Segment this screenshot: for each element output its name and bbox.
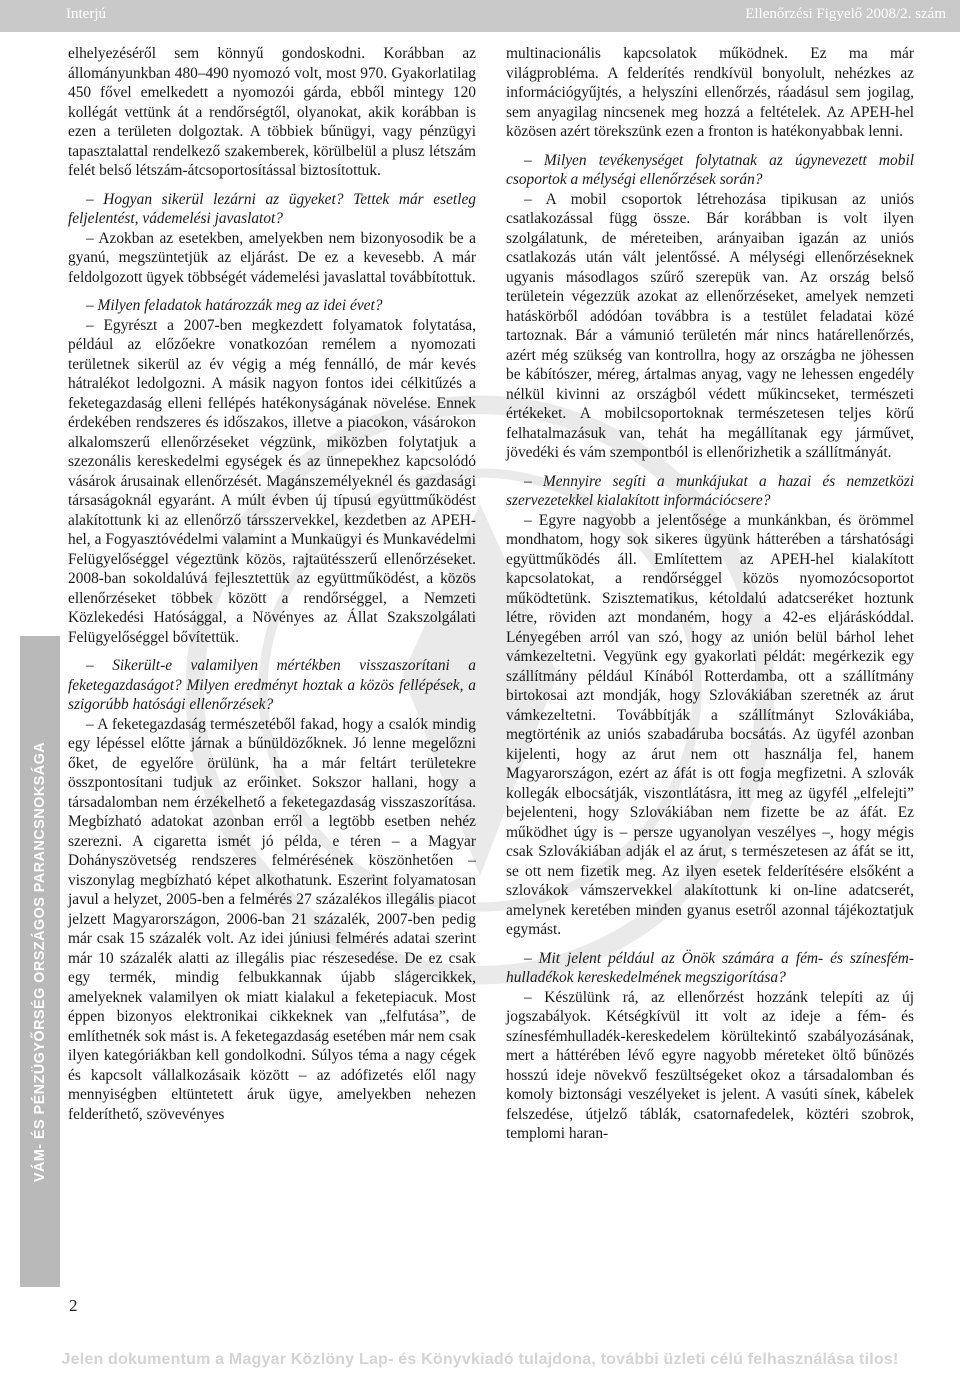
left-text-column [68,44,476,1124]
right-text-column [506,44,914,1144]
interview-question: – Milyen feladatok határozzák meg az idei évet? [86,297,383,314]
interview-answer: – Készülünk rá, az ellenőrzést hozzánk telepíti az új jogszabályok. Kétségkívül itt volt az ideje a fém- és színesfémhulladék-kereskedelem körültekintő szabályozásának, mert a háttérében lévő egyre nagyobb méreteket öltő bűnözés hosszú ideje növekvő feszültségeket okoz a társadalomban és komoly biztonsági veszélyeket is jelent. A vasúti sínek, kábelek felszedése, útjelző táblák, csatornafedelek, köztéri szobrok, templomi haran- [506,988,914,1142]
interview-question: – Milyen tevékenységet folytatnak az úgynevezett mobil csoportok a mélységi ellenőrzések során? [506,151,914,188]
publication-title: Ellenőrzési Figyelő 2008/2. szám [745,6,946,22]
interview-question: – Hogyan sikerül lezárni az ügyeket? Tettek már esetleg feljelentést, vádemelési javaslatot? [68,190,476,227]
interview-answer: multinacionális kapcsolatok működnek. Ez ma már világprobléma. A felderítés rendkívül bonyolult, nehézkes az információgyűjtés, a helyszíni ellenőrzés, ráadásul sem jogilag, sem anyagilag nincsenek meg hozzá a feltételek. Az APEH-hel közösen azért törekszünk ezen a fronton is hatékonyabbak lenni. [506,45,914,140]
interview-answer: – A mobil csoportok létrehozása tipikusan az uniós csatlakozással függ össze. Bár korábban is volt ilyen szolgálatunk, de méreteiben, arányaiban igazán az uniós csatlakozás után vált jelentőssé. A mélységi ellenőrzéseknek ugyanis másodlagos szűrő szerepük van. Az ország belső területein végezzük azokat az ellenőrzéseket, amelyek nemzeti hatáskörből adódóan továbbra is a testület feladatai közé tartoznak. Bár a vámunió területén már nincs határellenőrzés, azért még szükség van kontrollra, hogy az országba ne jöhessen be kábítószer, méreg, ártalmas anyag, vagy ne lehessen engedély nélkül kivinni az országból védett műkincseket, természeti értékeket. A mobilcsoportoknak természetesen teljes körű felhatalmazásuk van, tehát ha megállítanak egy járművet, jövedéki és vám szempontból is ellenőrizhetik a szállítmányát. [506,190,914,461]
interview-answer: – Egyrészt a 2007-ben megkezdett folyamatok folytatása, például az előzőekre vonatkozóan remélem a nyomozati területnek sikerül az év végig a még fennálló, de már kevés hátralékot ledolgozni. A másik nagyon fontos idei célkitűzés a feketegazdaság elleni fellépés hatékonyságának növelése. Ennek érdekében rendszeres és időszakos, illetve a piacokon, vásárokon alkalomszerű ellenőrzéseket végzünk, miközben folytatjuk a szezonális kereskedelmi egységek és az ünnepekhez kapcsolódó vásárok árusainak ellenőrzését. Magánszemélyeknél és gazdasági társaságoknál egyaránt. A múlt évben új típusú együttműködést alakítottunk ki az ellenőrző társszervekkel, kezdetben az APEH-hel, a Fogyasztóvédelmi valamint a Munkaügyi és Munkavédelmi Felügyelőséggel végeztünk közös, rajtaütésszerű ellenőrzéseket. 2008-ban sokoldalúvá fejlesztettük az együttműködést, a közös ellenőrzéseket többek között a rendőrséggel, a Nemzeti Közlekedési Hatósággal, a Növényes az Állat Szakszolgálati Felügyelőséggel bővítettük. [68,316,476,646]
page-number: 2 [69,1296,78,1315]
interview-answer: – A feketegazdaság természetéből fakad, hogy a csalók mindig egy lépéssel előtte járnak a bűnüldözőknek. Jó lenne megelőzni őket, de egyelőre örülünk, ha a már feltárt területekre összpontosítani tudjuk az erőinket. Sokszor hallani, hogy a társadalomban nem érzékelhető a feketegazdaság visszaszorítása. Megbízható adatokat azonban erről a legtöbb esetben nehéz szerezni. A cigaretta ismét jó példa, e téren – a Magyar Dohányszövetség rendszeres felmérésének köszönhetően – viszonylag megbízható képet alkothatunk. Eszerint folyamatosan javul a helyzet, 2005-ben a felmérés 27 százalékos illegális piacot jelzett Magyarországon, 2006-ban 21 százalék, 2007-ben pedig már csak 15 százalék volt. Az idei júniusi felmérés adatai szerint már 10 százalék alatti az illegális piac részesedése. De ez csak egy termék, mindig felbukkannak újabb slágercikkek, amelyeknek valamilyen ok miatt kialakul a feketepiacuk. Most éppen bizonyos elektronikai cikkeknek van „felfutása”, de említhetnék sok mást is. A feketegazdaság esetében már nem csak ilyen kategóriákban kell gondolkodni. Súlyos téma a nagy cégek és kapcsolt vállalkozásaik között – az adófizetés elől nagy mennyiségben eltüntetett áruk ügye, amelyekben nehezen felderíthető, szövevényes [68,715,476,1123]
interview-answer: – Egyre nagyobb a jelentősége a munkánkban, és örömmel mondhatom, hogy sok sikeres ügyünk hátterében a társhatósági együttműködés áll. Említettem az APEH-hel kialakított kapcsolatokat, a rendőrséggel közös nyomozócsoportot működtetünk. Szisztematikus, kétoldalú adatcseréket hoztunk létre, röviden azt mondaném, hogy a 42-es eljáráskóddal. Lényegében arról van szó, hogy az unión belül bárhol lehet vámkezeltetni. Vegyünk egy gyakorlati példát: megérkezik egy szállítmány például Kínából Rotterdamba, ott a szállítmány birtokosai azt mondják, hogy Szlovákiában szeretnék az árut vámkezeltetni. Továbbítják a szállítmányt Szlovákiába, megtörténik az uniós szabadáruba bocsátás. Az ügyfél azonban kijelenti, hogy az árut nem ott használja fel, hanem Magyarországon, ezért az áfát is ott fogja megfizetni. A szlovák kollegák elbocsátják, viszontlátásra, itt meg az ügyfél „elfelejti” bejelenteni, hogy Szlovákiában nem fizette be az áfát. Ez működhet úgy is – persze ugyanolyan veszélyes –, hogy mégis csak Szlovákiában adják el az árut, s természetesen az áfát se itt, se ott nem fizetik meg. Az ilyen esetek felderítésére elsőként a szlovákok vámszervekkel alakítottunk ki on-line adatcserét, amelynek keretében minden gyanus esetről azonnal tájékoztatjuk egymást. [506,511,914,938]
interview-question: – Sikerült-e valamilyen mértékben visszaszorítani a feketegazdaságot? Milyen eredményt hoztak a közös fellépések, a szigorúbb hatósági ellenőrzések? [68,657,476,713]
interview-answer: elhelyezéséről sem könnyű gondoskodni. Korábban az állományunkban 480–490 nyomozó volt, most 970. Gyakorlatilag 450 fővel emelkedett a nyomozói gárda, ebből mintegy 120 kollégát vettünk át a rendőrségtől, olyanokat, akik korábban is ezen a területen dolgoztak. A többiek bűnügyi, vagy pénzügyi tapasztalattal rendelkező szakemberek, körülbelül a plusz létszám felét belső létszám-átcsoportosítással biztosítottuk. [68,45,476,179]
copyright-notice: Jelen dokumentum a Magyar Közlöny Lap- és Könyvkiadó tulajdona, további üzleti célú felhasználása tilos! [61,1351,899,1368]
page-header [0,0,960,32]
organization-name: VÁM- ÉS PÉNZÜGYŐRSÉG ORSZÁGOS PARANCSNOKSÁGA [32,741,48,1182]
interview-question: – Mit jelent például az Önök számára a fém- és színesfém-hulladékok kereskedelmének megszigorítása? [506,949,914,986]
interview-answer: – Azokban az esetekben, amelyekben nem bizonyosodik be a gyanú, megszüntetjük az eljárást. De ez a kevesebb. A már feldolgozott ügyek többségét vádemelési javaslattal továbbítottuk. [68,229,476,286]
interview-question: – Mennyire segíti a munkájukat a hazai és nemzetközi szervezetekkel kialakított információcsere? [506,472,914,509]
organization-sidebar [20,636,60,1287]
section-label: Interjú [66,6,106,22]
